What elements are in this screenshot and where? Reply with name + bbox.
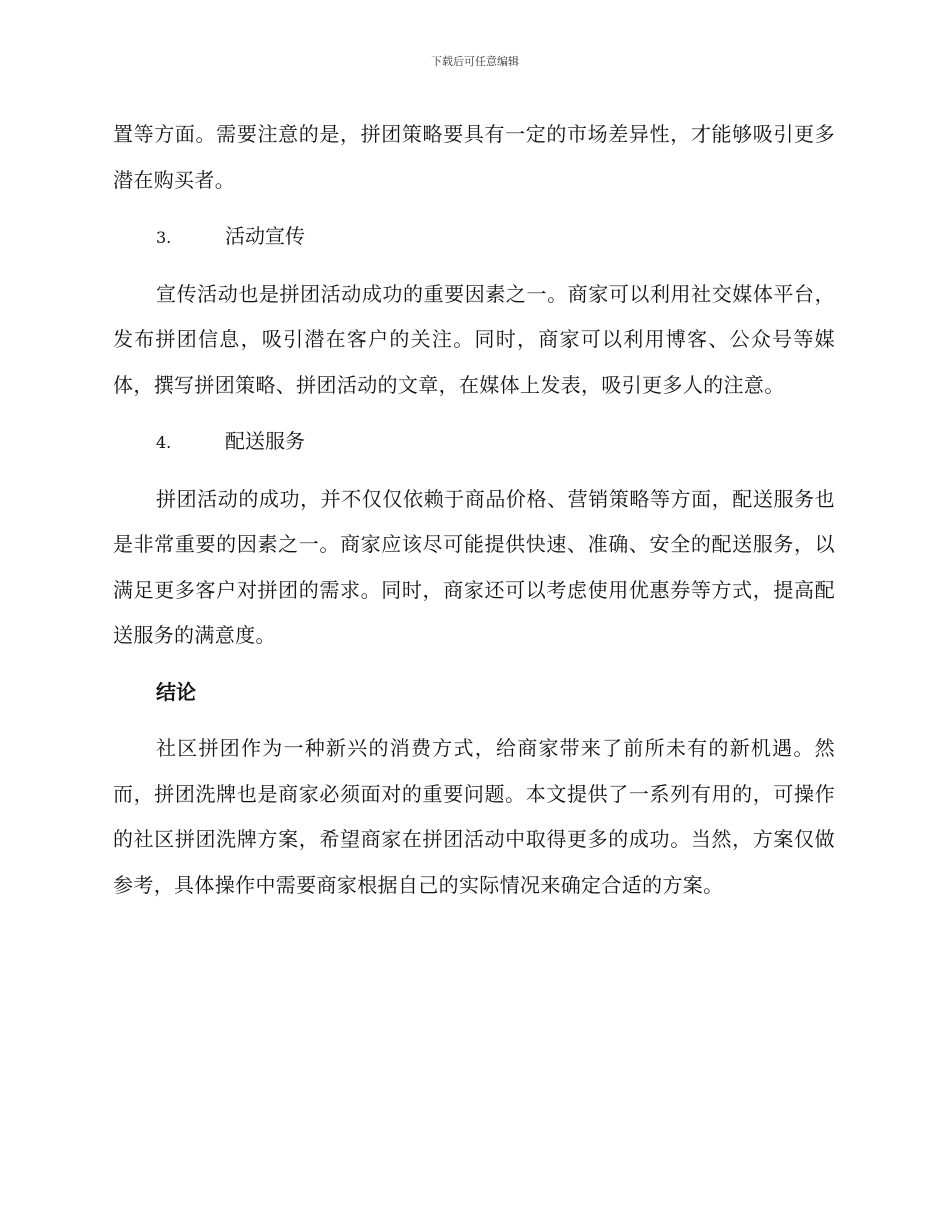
activity-promotion-paragraph: 宣传活动也是拼团活动成功的重要因素之一。商家可以利用社交媒体平台，发布拼团信息，吸引潜在客户的关注。同时，商家可以利用博客、公众号等媒体，撰写拼团策略、拼团活动的文章，在媒体上发表，吸引更多人的注意。 — [113, 281, 835, 397]
section-heading-activity-promotion — [113, 214, 835, 261]
item-number: 3. — [156, 228, 172, 247]
delivery-service-paragraph: 拼团活动的成功，并不仅仅依赖于商品价格、营销策略等方面，配送服务也是非常重要的因素之一。商家应该尽可能提供快速、准确、安全的配送服务，以满足更多客户对拼团的需求。同时，商家还可以考虑使用优惠券等方式，提高配送服务的满意度。 — [113, 486, 835, 647]
item-number: 4. — [156, 433, 172, 452]
conclusion-heading: 结论 — [156, 679, 196, 704]
conclusion-paragraph: 社区拼团作为一种新兴的消费方式，给商家带来了前所未有的新机遇。然而，拼团洗牌也是商家必须面对的重要问题。本文提供了一系列有用的，可操作的社区拼团洗牌方案，希望商家在拼团活动中取得更多的成功。当然，方案仅做参考，具体操作中需要商家根据自己的实际情况来确定合适的方案。 — [113, 736, 835, 897]
section-heading-delivery-service — [113, 419, 835, 466]
document-body — [113, 112, 835, 919]
item-title: 活动宣传 — [225, 224, 305, 248]
page-header: 下载后可任意编辑 — [431, 55, 519, 68]
intro-paragraph: 置等方面。需要注意的是，拼团策略要具有一定的市场差异性，才能够吸引更多潜在购买者。 — [113, 122, 835, 192]
item-title: 配送服务 — [225, 429, 305, 453]
